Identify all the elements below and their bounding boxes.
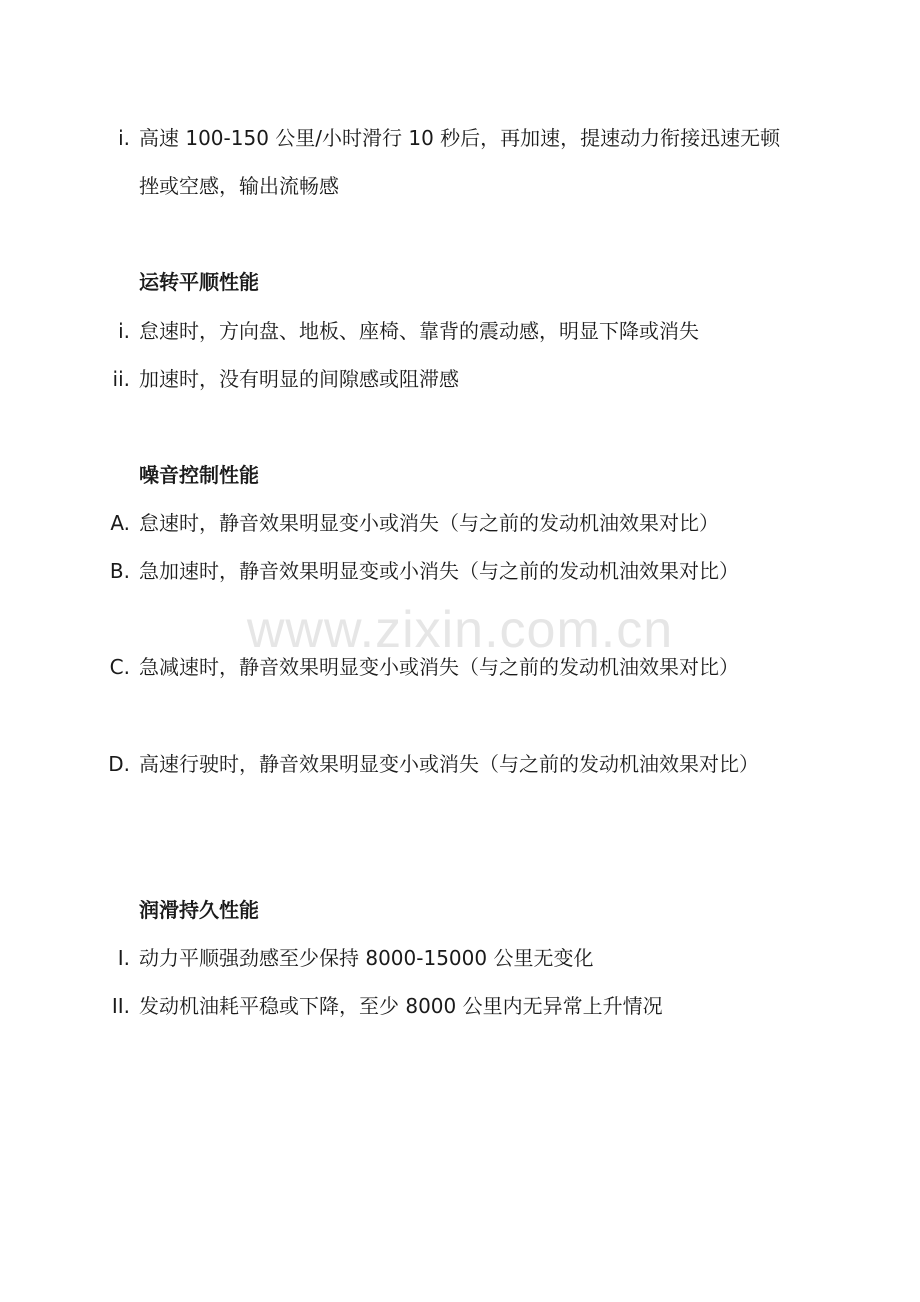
list-marker: i.	[118, 126, 130, 150]
list-item-text: 高速行驶时，静音效果明显变小或消失（与之前的发动机油效果对比）	[139, 752, 759, 776]
list-marker: A.	[110, 511, 130, 535]
list-marker: ii.	[112, 367, 130, 391]
list-item-text: 加速时，没有明显的间隙感或阻滞感	[139, 367, 459, 391]
list-item-text: 怠速时，方向盘、地板、座椅、靠背的震动感，明显下降或消失	[139, 319, 699, 343]
list-item-text: 动力平顺强劲感至少保持 8000-15000 公里无变化	[139, 946, 594, 970]
list-marker: II.	[111, 994, 130, 1018]
watermark: www.zixin.com.cn	[246, 601, 674, 659]
list-marker: C.	[109, 655, 130, 679]
section-heading-smoothness: 运转平顺性能	[139, 270, 259, 294]
section-heading-noise: 噪音控制性能	[139, 463, 259, 487]
list-item-text: 高速 100-150 公里/小时滑行 10 秒后，再加速，提速动力衔接迅速无顿挫或空感，输出流畅感	[139, 126, 781, 198]
list-item-text: 急加速时，静音效果明显变或小消失（与之前的发动机油效果对比）	[139, 559, 739, 583]
list-item-text: 急减速时，静音效果明显变小或消失（与之前的发动机油效果对比）	[139, 655, 739, 679]
list-item-text: 发动机油耗平稳或下降，至少 8000 公里内无异常上升情况	[139, 994, 663, 1018]
list-marker: B.	[109, 559, 130, 583]
list-marker: I.	[117, 946, 130, 970]
section-heading-lubrication: 润滑持久性能	[139, 898, 259, 922]
list-item-text: 怠速时，静音效果明显变小或消失（与之前的发动机油效果对比）	[139, 511, 719, 535]
list-marker: i.	[118, 319, 130, 343]
list-marker: D.	[108, 752, 130, 776]
